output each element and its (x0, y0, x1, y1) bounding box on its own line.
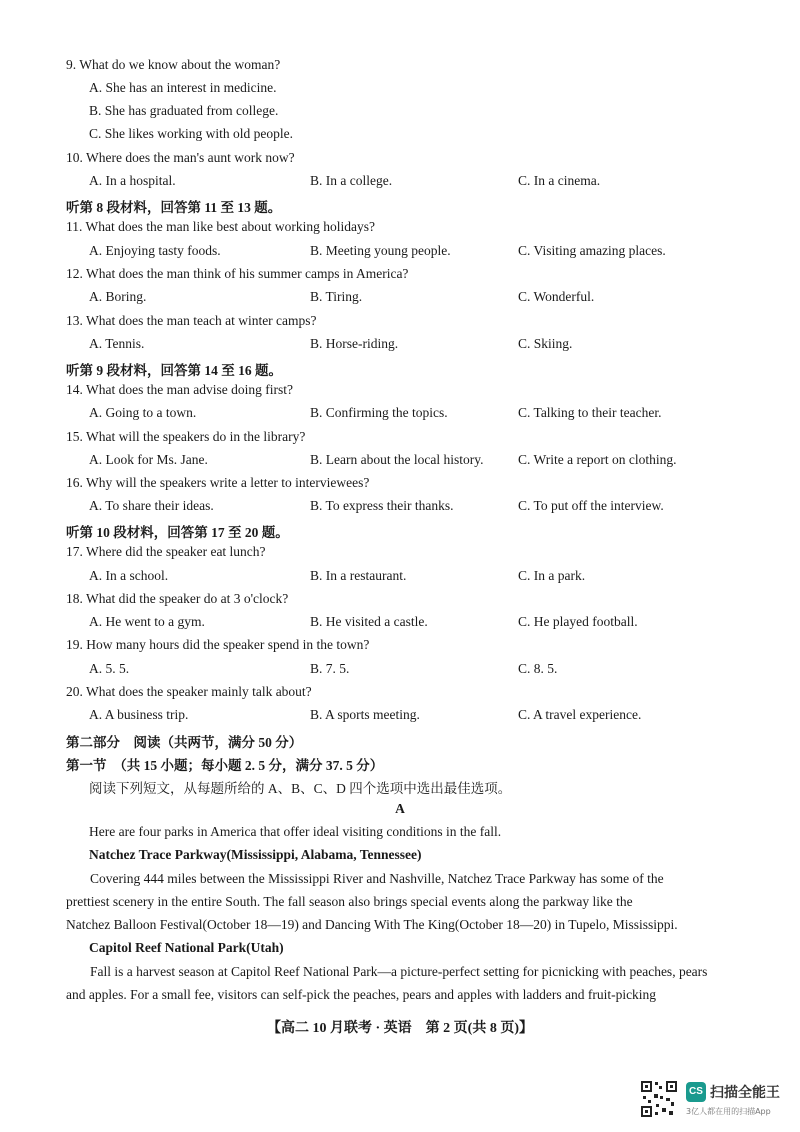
question-20-option-b: B. A sports meeting. (310, 707, 420, 722)
question-14-option-b: B. Confirming the topics. (310, 405, 448, 420)
question-12-stem: 12. What does the man think of his summer camps in America? (66, 266, 409, 281)
question-20-stem: 20. What does the speaker mainly talk about? (66, 684, 312, 699)
page-footer: 【高二 10 月联考 · 英语 第 2 页(共 8 页)】 (267, 1021, 533, 1036)
question-16-option-a: A. To share their ideas. (89, 498, 214, 513)
question-11-stem: 11. What does the man like best about working holidays? (66, 219, 375, 234)
paragraph-line: Covering 444 miles between the Mississippi River and Nashville, Natchez Trace Parkway has some of the (90, 871, 664, 886)
section-8-heading: 听第 8 段材料，回答第 11 至 13 题。 (66, 200, 282, 215)
question-12-option-a: A. Boring. (89, 289, 147, 304)
question-14-stem: 14. What does the man advise doing first? (66, 382, 293, 397)
question-13-option-a: A. Tennis. (89, 336, 145, 351)
question-11-option-c: C. Visiting amazing places. (518, 243, 666, 258)
question-9-stem: 9. What do we know about the woman? (66, 57, 281, 72)
park-1-title: Natchez Trace Parkway(Mississippi, Alabama, Tennessee) (89, 847, 422, 862)
question-9-option-c: C. She likes working with old people. (89, 126, 293, 141)
paragraph-line: Fall is a harvest season at Capitol Reef National Park—a picture-perfect setting for picnicking with peaches, pears (90, 964, 708, 979)
passage-intro: Here are four parks in America that offer ideal visiting conditions in the fall. (89, 824, 502, 839)
paragraph-line: and apples. For a small fee, visitors can self-pick the peaches, pears and apples with ladders and fruit-picking (66, 987, 657, 1002)
question-16-option-b: B. To express their thanks. (310, 498, 454, 513)
question-12-option-c: C. Wonderful. (518, 289, 595, 304)
question-15-option-b: B. Learn about the local history. (310, 452, 484, 467)
question-17-stem: 17. Where did the speaker eat lunch? (66, 544, 266, 559)
question-11-option-b: B. Meeting young people. (310, 243, 451, 258)
question-10-stem: 10. Where does the man's aunt work now? (66, 150, 295, 165)
question-10-option-b: B. In a college. (310, 173, 393, 188)
question-9-option-b: B. She has graduated from college. (89, 103, 279, 118)
paragraph-line: Natchez Balloon Festival(October 18—19) and Dancing With The King(October 18—20) in Tupelo, Mississippi. (66, 917, 678, 932)
park-2-title: Capitol Reef National Park(Utah) (89, 940, 284, 955)
camscanner-name: 扫描全能王 (710, 1085, 780, 1101)
question-13-option-c: C. Skiing. (518, 336, 573, 351)
question-17-option-a: A. In a school. (89, 568, 169, 583)
section-9-heading: 听第 9 段材料，回答第 14 至 16 题。 (66, 363, 282, 378)
question-15-option-c: C. Write a report on clothing. (518, 452, 677, 467)
question-19-option-a: A. 5. 5. (89, 661, 130, 676)
question-16-stem: 16. Why will the speakers write a letter to interviewees? (66, 475, 370, 490)
question-14-option-a: A. Going to a town. (89, 405, 197, 420)
question-9-option-a: A. She has an interest in medicine. (89, 80, 277, 95)
part-2-section-1-heading: 第一节 （共 15 小题；每小题 2. 5 分，满分 37. 5 分） (66, 758, 384, 773)
question-18-option-b: B. He visited a castle. (310, 614, 428, 629)
question-15-stem: 15. What will the speakers do in the library? (66, 429, 306, 444)
question-19-option-b: B. 7. 5. (310, 661, 350, 676)
park-2-paragraph (66, 960, 732, 1006)
question-18-option-c: C. He played football. (518, 614, 638, 629)
part-2-heading: 第二部分 阅读（共两节，满分 50 分） (66, 735, 303, 750)
question-13-option-b: B. Horse-riding. (310, 336, 399, 351)
question-10-option-c: C. In a cinema. (518, 173, 601, 188)
question-12-option-b: B. Tiring. (310, 289, 363, 304)
question-17-option-c: C. In a park. (518, 568, 586, 583)
park-1-paragraph (66, 867, 732, 936)
question-19-stem: 19. How many hours did the speaker spend in the town? (66, 637, 370, 652)
qr-code-icon (640, 1080, 678, 1118)
question-17-option-b: B. In a restaurant. (310, 568, 407, 583)
section-10-heading: 听第 10 段材料，回答第 17 至 20 题。 (66, 525, 289, 540)
reading-instructions: 阅读下列短文，从每题所给的 A、B、C、D 四个选项中选出最佳选项。 (89, 781, 512, 796)
question-20-option-c: C. A travel experience. (518, 707, 642, 722)
question-11-option-a: A. Enjoying tasty foods. (89, 243, 221, 258)
camscanner-logo: CS (686, 1082, 706, 1102)
camscanner-tagline: 3亿人都在用的扫描App (686, 1107, 771, 1116)
passage-label: A (395, 801, 405, 816)
question-20-option-a: A. A business trip. (89, 707, 189, 722)
question-18-stem: 18. What did the speaker do at 3 o'clock? (66, 591, 289, 606)
scanner-watermark (640, 1080, 790, 1120)
question-15-option-a: A. Look for Ms. Jane. (89, 452, 208, 467)
question-18-option-a: A. He went to a gym. (89, 614, 205, 629)
question-13-stem: 13. What does the man teach at winter camps? (66, 313, 317, 328)
question-19-option-c: C. 8. 5. (518, 661, 558, 676)
question-16-option-c: C. To put off the interview. (518, 498, 664, 513)
question-10-option-a: A. In a hospital. (89, 173, 176, 188)
paragraph-line: prettiest scenery in the entire South. The fall season also brings special events along the parkway like the (66, 894, 633, 909)
question-14-option-c: C. Talking to their teacher. (518, 405, 662, 420)
